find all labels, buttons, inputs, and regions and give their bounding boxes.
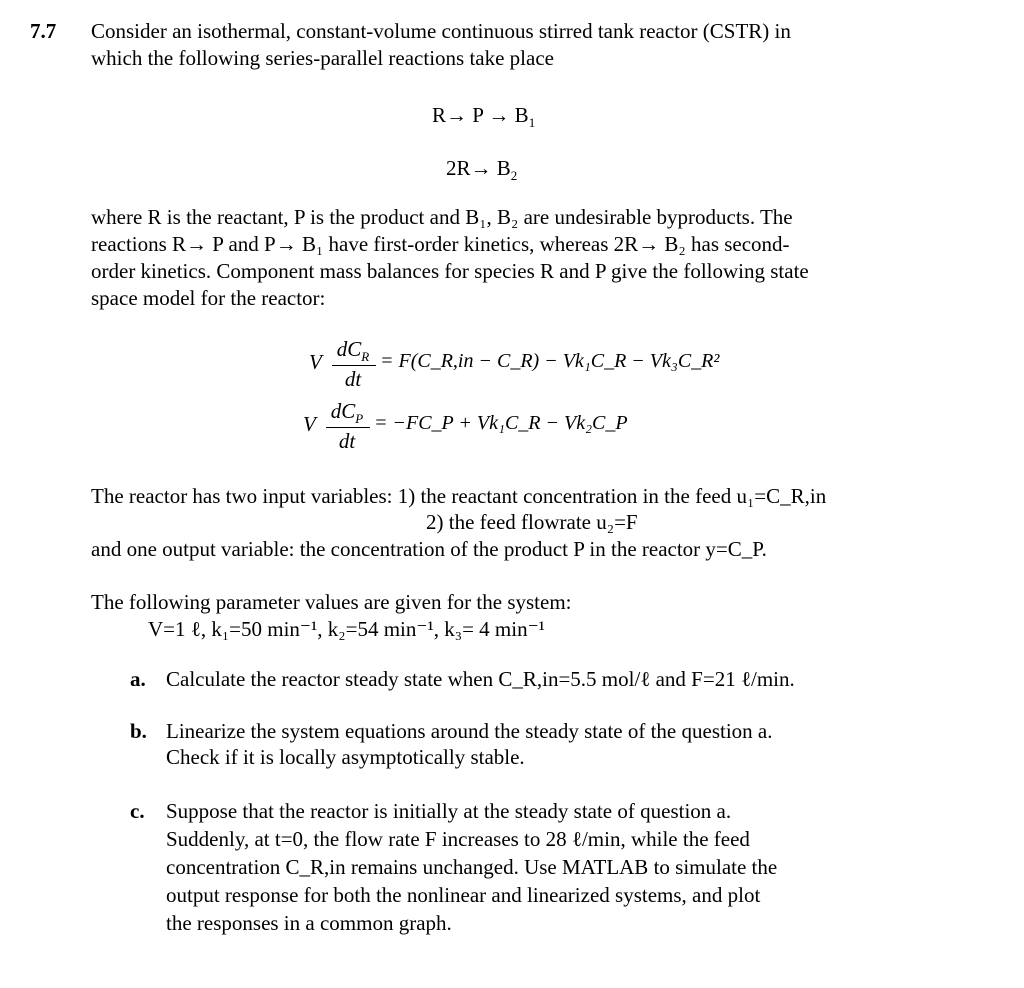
eq2-rhs: = −FC_P + Vk₁C_R − Vk₂C_P bbox=[374, 412, 628, 434]
reaction-2-byproduct-sub: 2 bbox=[510, 168, 518, 183]
inputs-line-2: 2) the feed flowrate u₂=F bbox=[426, 510, 638, 534]
question-b-line-1: Linearize the system equations around the steady state of the question a. bbox=[166, 719, 773, 743]
reaction-2 bbox=[446, 155, 517, 189]
inputs-line-3: and one output variable: the concentration of the product P in the reactor y=C_P. bbox=[91, 537, 767, 561]
inputs-line-1: The reactor has two input variables: 1) the reactant concentration in the feed u₁=C_R,in bbox=[91, 484, 827, 508]
description-line-3: order kinetics. Component mass balances for species R and P give the following state bbox=[91, 259, 809, 283]
arrow-icon: → bbox=[470, 156, 492, 180]
reaction-1-byproduct-sub: 1 bbox=[528, 115, 536, 130]
question-b-label: b. bbox=[130, 719, 147, 743]
question-c-line-3: concentration C_R,in remains unchanged. Use MATLAB to simulate the bbox=[166, 855, 778, 879]
reaction-1-byproduct: B bbox=[514, 103, 529, 127]
problem-number: 7.7 bbox=[30, 19, 57, 43]
eq1-volume: V bbox=[309, 350, 322, 374]
eq2-denominator: dt bbox=[338, 429, 356, 453]
reaction-2-reactant: 2R bbox=[446, 156, 471, 180]
eq1-numerator: $dC_R$ bbox=[336, 337, 370, 364]
question-a-line-1: Calculate the reactor steady state when C_R,in=5.5 mol/ℓ and F=21 ℓ/min. bbox=[166, 667, 795, 691]
parameters-line-2: V=1 ℓ, k₁=50 min⁻¹, k₂=54 min⁻¹, k₃= 4 min⁻¹ bbox=[148, 617, 545, 641]
reaction-1-product: P bbox=[472, 103, 484, 127]
eq1-rhs: = F(C_R,in − C_R) − Vk₁C_R − Vk₃C_R² bbox=[380, 350, 720, 372]
intro-line-2: which the following series-parallel reactions take place bbox=[91, 46, 554, 70]
reaction-1 bbox=[432, 102, 535, 136]
arrow-icon: → bbox=[446, 103, 468, 127]
eq1-denominator: dt bbox=[344, 367, 362, 391]
description-line-4: space model for the reactor: bbox=[91, 286, 326, 310]
reaction-2-byproduct: B bbox=[496, 156, 511, 180]
arrow-icon: → bbox=[488, 103, 510, 127]
question-a-label: a. bbox=[130, 667, 146, 691]
question-b-line-2: Check if it is locally asymptotically stable. bbox=[166, 745, 525, 769]
description-line-1: where R is the reactant, P is the product and B₁, B₂ are undesirable byproducts. The bbox=[91, 205, 793, 229]
question-c-line-4: output response for both the nonlinear and linearized systems, and plot bbox=[166, 883, 761, 907]
intro-line-1: Consider an isothermal, constant-volume continuous stirred tank reactor (CSTR) in bbox=[91, 19, 791, 43]
eq2-volume: V bbox=[303, 412, 316, 436]
eq2-fraction-bar bbox=[326, 427, 370, 428]
reaction-1-reactant: R bbox=[432, 103, 447, 127]
question-c-label: c. bbox=[130, 799, 145, 823]
question-c-line-1: Suppose that the reactor is initially at the steady state of question a. bbox=[166, 799, 732, 823]
description-line-2: reactions R→ P and P→ B₁ have first-order kinetics, whereas 2R→ B₂ has second- bbox=[91, 232, 790, 256]
eq2-numerator: $dC_P$ bbox=[330, 399, 364, 426]
question-c-line-2: Suddenly, at t=0, the flow rate F increases to 28 ℓ/min, while the feed bbox=[166, 827, 750, 851]
eq1-fraction-bar bbox=[332, 365, 376, 366]
question-c-line-5: the responses in a common graph. bbox=[166, 911, 452, 935]
parameters-line-1: The following parameter values are given for the system: bbox=[91, 590, 572, 614]
